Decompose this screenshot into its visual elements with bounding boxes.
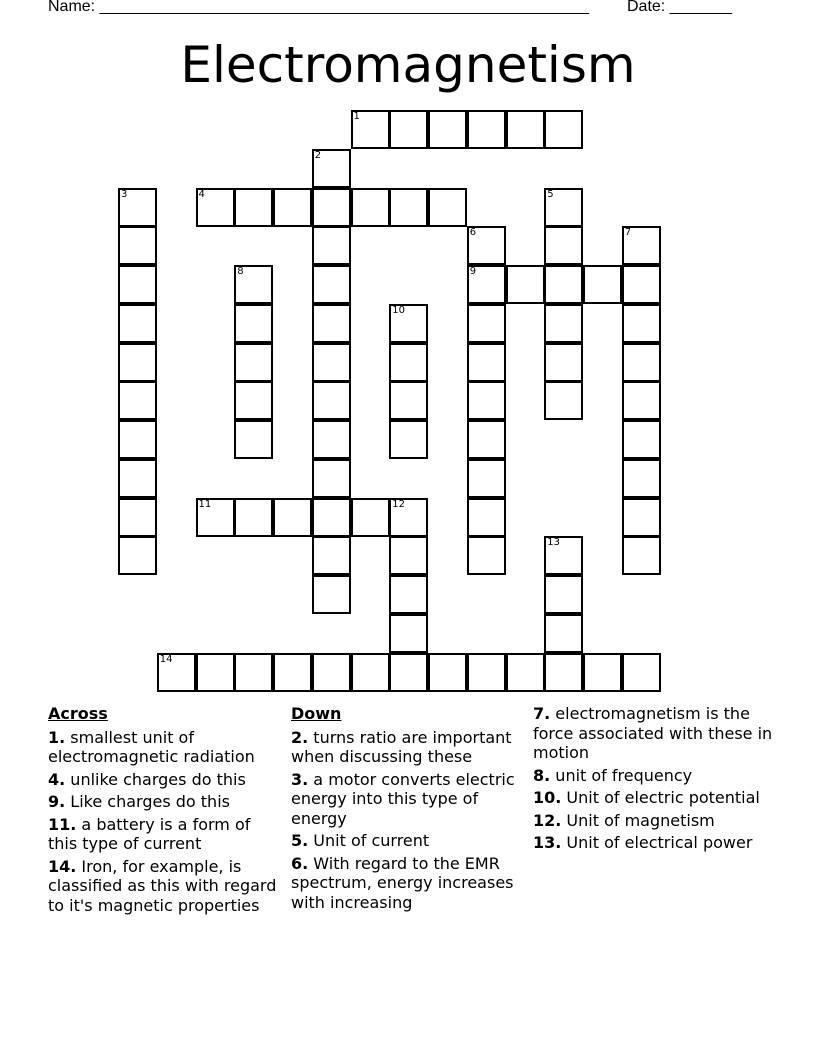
- clue-item-number: 10.: [533, 788, 562, 807]
- clue-item-number: 8.: [533, 765, 551, 785]
- grid-cell[interactable]: [467, 265, 506, 304]
- grid-cell[interactable]: [467, 343, 506, 382]
- grid-cell[interactable]: [583, 653, 622, 692]
- down-clues-continued: [533, 704, 773, 856]
- clue-number: 6: [469, 227, 477, 239]
- clue-number: 1: [353, 111, 360, 122]
- grid-cell[interactable]: [312, 265, 351, 304]
- clue-item-text: unlike charges do this: [65, 769, 246, 789]
- clue-item-number: 14.: [48, 856, 77, 876]
- grid-cell[interactable]: [544, 653, 583, 692]
- grid-cell[interactable]: [312, 381, 351, 420]
- grid-cell[interactable]: [273, 653, 312, 692]
- grid-cell[interactable]: [273, 498, 312, 537]
- grid-cell[interactable]: [389, 536, 428, 575]
- grid-cell[interactable]: [544, 343, 583, 382]
- grid-cell[interactable]: [118, 226, 157, 265]
- grid-cell[interactable]: [234, 420, 273, 459]
- clue-item: [291, 854, 523, 913]
- clue-number: 2: [314, 149, 322, 161]
- grid-cell[interactable]: [544, 575, 583, 614]
- clue-item: [48, 792, 284, 812]
- clue-item-text: Unit of current: [308, 831, 430, 850]
- grid-cell[interactable]: [118, 188, 157, 227]
- clue-item-text: Iron, for example, is classified as this with regard to it's magnetic properties: [48, 856, 277, 915]
- grid-cell[interactable]: [544, 536, 583, 575]
- clue-item: [291, 728, 523, 767]
- clue-item-text: unit of frequency: [550, 765, 693, 785]
- down-heading: Down: [291, 704, 342, 723]
- clue-item: [48, 728, 284, 767]
- grid-cell[interactable]: [312, 498, 351, 537]
- clue-item-text: a battery is a form of this type of current: [48, 814, 251, 853]
- grid-cell[interactable]: [622, 304, 661, 343]
- grid-cell[interactable]: [312, 653, 351, 692]
- clue-item-text: Unit of electric potential: [561, 788, 760, 807]
- clue-item-number: 5.: [291, 831, 309, 850]
- grid-cell[interactable]: [351, 110, 390, 149]
- grid-cell[interactable]: [351, 188, 390, 227]
- grid-cell[interactable]: [312, 420, 351, 459]
- grid-cell[interactable]: [622, 420, 661, 459]
- clue-number: 8: [237, 266, 244, 277]
- grid-cell[interactable]: [622, 265, 661, 304]
- clue-item-text: a motor converts electric energy into this type of energy: [291, 769, 515, 828]
- grid-cell[interactable]: [351, 498, 390, 537]
- grid-cell[interactable]: [312, 536, 351, 575]
- across-heading: Across: [48, 704, 108, 723]
- clue-item-text: Like charges do this: [65, 792, 230, 811]
- grid-cell[interactable]: [544, 614, 583, 653]
- grid-cell[interactable]: [622, 381, 661, 420]
- clue-item: [48, 815, 284, 854]
- clue-item-text: turns ratio are important when discussing these: [291, 727, 512, 766]
- grid-cell[interactable]: [544, 381, 583, 420]
- grid-cell[interactable]: [234, 188, 273, 227]
- clue-item-text: Unit of electrical power: [561, 833, 753, 852]
- grid-cell[interactable]: [118, 381, 157, 420]
- grid-cell[interactable]: [234, 381, 273, 420]
- grid-cell[interactable]: [234, 653, 273, 692]
- grid-cell[interactable]: [234, 265, 273, 304]
- grid-cell[interactable]: [389, 498, 428, 537]
- across-clues: [48, 704, 284, 918]
- grid-cell[interactable]: [273, 188, 312, 227]
- grid-cell[interactable]: [467, 536, 506, 575]
- clue-item: [48, 770, 284, 790]
- clue-item: [291, 831, 523, 851]
- grid-cell[interactable]: [506, 265, 545, 304]
- page-title: Electromagnetism: [180, 36, 636, 94]
- grid-cell[interactable]: [467, 459, 506, 498]
- grid-cell[interactable]: [196, 653, 235, 692]
- grid-cell[interactable]: [196, 498, 235, 537]
- date-field: Date: _______: [627, 0, 732, 15]
- grid-cell[interactable]: [389, 188, 428, 227]
- grid-cell[interactable]: [428, 653, 467, 692]
- across-clue-list: [48, 728, 284, 916]
- grid-cell[interactable]: [234, 304, 273, 343]
- grid-cell[interactable]: [118, 265, 157, 304]
- clue-number: 14: [159, 653, 173, 665]
- grid-cell[interactable]: [622, 653, 661, 692]
- clue-number: 4: [198, 188, 205, 200]
- grid-cell[interactable]: [196, 188, 235, 227]
- clue-item: [533, 766, 773, 786]
- grid-cell[interactable]: [506, 653, 545, 692]
- clue-number: 12: [392, 498, 405, 510]
- clue-item: [533, 788, 773, 808]
- clue-item: [48, 857, 284, 916]
- grid-cell[interactable]: [312, 188, 351, 227]
- grid-cell[interactable]: [467, 420, 506, 459]
- clue-item-text: With regard to the EMR spectrum, energy increases with increasing: [291, 853, 514, 912]
- clue-number: 9: [469, 266, 477, 277]
- grid-cell[interactable]: [544, 226, 583, 265]
- clue-item-number: 9.: [48, 792, 66, 811]
- grid-cell[interactable]: [467, 381, 506, 420]
- down-clue-list-continued: [533, 704, 773, 853]
- grid-cell[interactable]: [622, 536, 661, 575]
- grid-cell[interactable]: [389, 420, 428, 459]
- clue-item: [533, 833, 773, 853]
- clue-item-text: Unit of magnetism: [561, 810, 715, 830]
- clue-item-number: 2.: [291, 727, 309, 747]
- down-clue-list: [291, 728, 523, 913]
- grid-cell[interactable]: [389, 304, 428, 343]
- grid-cell[interactable]: [234, 498, 273, 537]
- grid-cell[interactable]: [234, 343, 273, 382]
- grid-cell[interactable]: [622, 226, 661, 265]
- clue-item-text: electromagnetism is the force associated with these in motion: [533, 704, 773, 762]
- clue-item-number: 12.: [533, 810, 562, 830]
- grid-cell[interactable]: [389, 653, 428, 692]
- grid-cell[interactable]: [544, 188, 583, 227]
- grid-cell[interactable]: [389, 614, 428, 653]
- grid-cell[interactable]: [312, 459, 351, 498]
- clue-number: 5: [547, 188, 554, 200]
- clue-number: 7: [624, 227, 632, 239]
- grid-cell[interactable]: [544, 265, 583, 304]
- grid-cell[interactable]: [389, 381, 428, 420]
- grid-cell[interactable]: [118, 304, 157, 343]
- grid-cell[interactable]: [351, 653, 390, 692]
- name-field: Name: _______________________________________________________: [48, 0, 589, 15]
- grid-cell[interactable]: [622, 459, 661, 498]
- clue-number: 10: [392, 304, 405, 316]
- grid-cell[interactable]: [467, 226, 506, 265]
- grid-cell[interactable]: [622, 498, 661, 537]
- grid-cell[interactable]: [583, 265, 622, 304]
- clue-number: 13: [547, 537, 560, 549]
- grid-cell[interactable]: [312, 304, 351, 343]
- grid-cell[interactable]: [467, 304, 506, 343]
- grid-cell[interactable]: [118, 420, 157, 459]
- clue-item-number: 1.: [48, 727, 66, 747]
- grid-cell[interactable]: [118, 459, 157, 498]
- grid-cell[interactable]: [506, 110, 545, 149]
- grid-cell[interactable]: [157, 653, 196, 692]
- grid-cell[interactable]: [467, 653, 506, 692]
- grid-cell[interactable]: [312, 226, 351, 265]
- clue-item-number: 11.: [48, 814, 77, 834]
- grid-cell[interactable]: [467, 498, 506, 537]
- grid-cell[interactable]: [467, 110, 506, 149]
- grid-cell[interactable]: [312, 575, 351, 614]
- grid-cell[interactable]: [312, 149, 351, 188]
- grid-cell[interactable]: [622, 343, 661, 382]
- clue-item-text: smallest unit of electromagnetic radiation: [48, 727, 255, 766]
- grid-cell[interactable]: [389, 343, 428, 382]
- clue-item: [533, 704, 773, 763]
- clue-item-number: 13.: [533, 833, 562, 852]
- grid-cell[interactable]: [389, 575, 428, 614]
- grid-cell[interactable]: [428, 110, 467, 149]
- clue-item-number: 4.: [48, 769, 66, 789]
- clue-item: [533, 811, 773, 831]
- grid-cell[interactable]: [312, 343, 351, 382]
- clue-item-number: 7.: [533, 704, 551, 723]
- grid-cell[interactable]: [118, 536, 157, 575]
- grid-cell[interactable]: [118, 498, 157, 537]
- grid-cell[interactable]: [544, 304, 583, 343]
- grid-cell[interactable]: [544, 110, 583, 149]
- down-clues: [291, 704, 523, 915]
- grid-cell[interactable]: [428, 188, 467, 227]
- clue-number: 3: [121, 188, 128, 200]
- grid-cell[interactable]: [118, 343, 157, 382]
- clue-item-number: 6.: [291, 853, 309, 873]
- clue-number: 11: [198, 498, 212, 510]
- grid-cell[interactable]: [389, 110, 428, 149]
- clue-item: [291, 770, 523, 829]
- clue-item-number: 3.: [291, 769, 309, 789]
